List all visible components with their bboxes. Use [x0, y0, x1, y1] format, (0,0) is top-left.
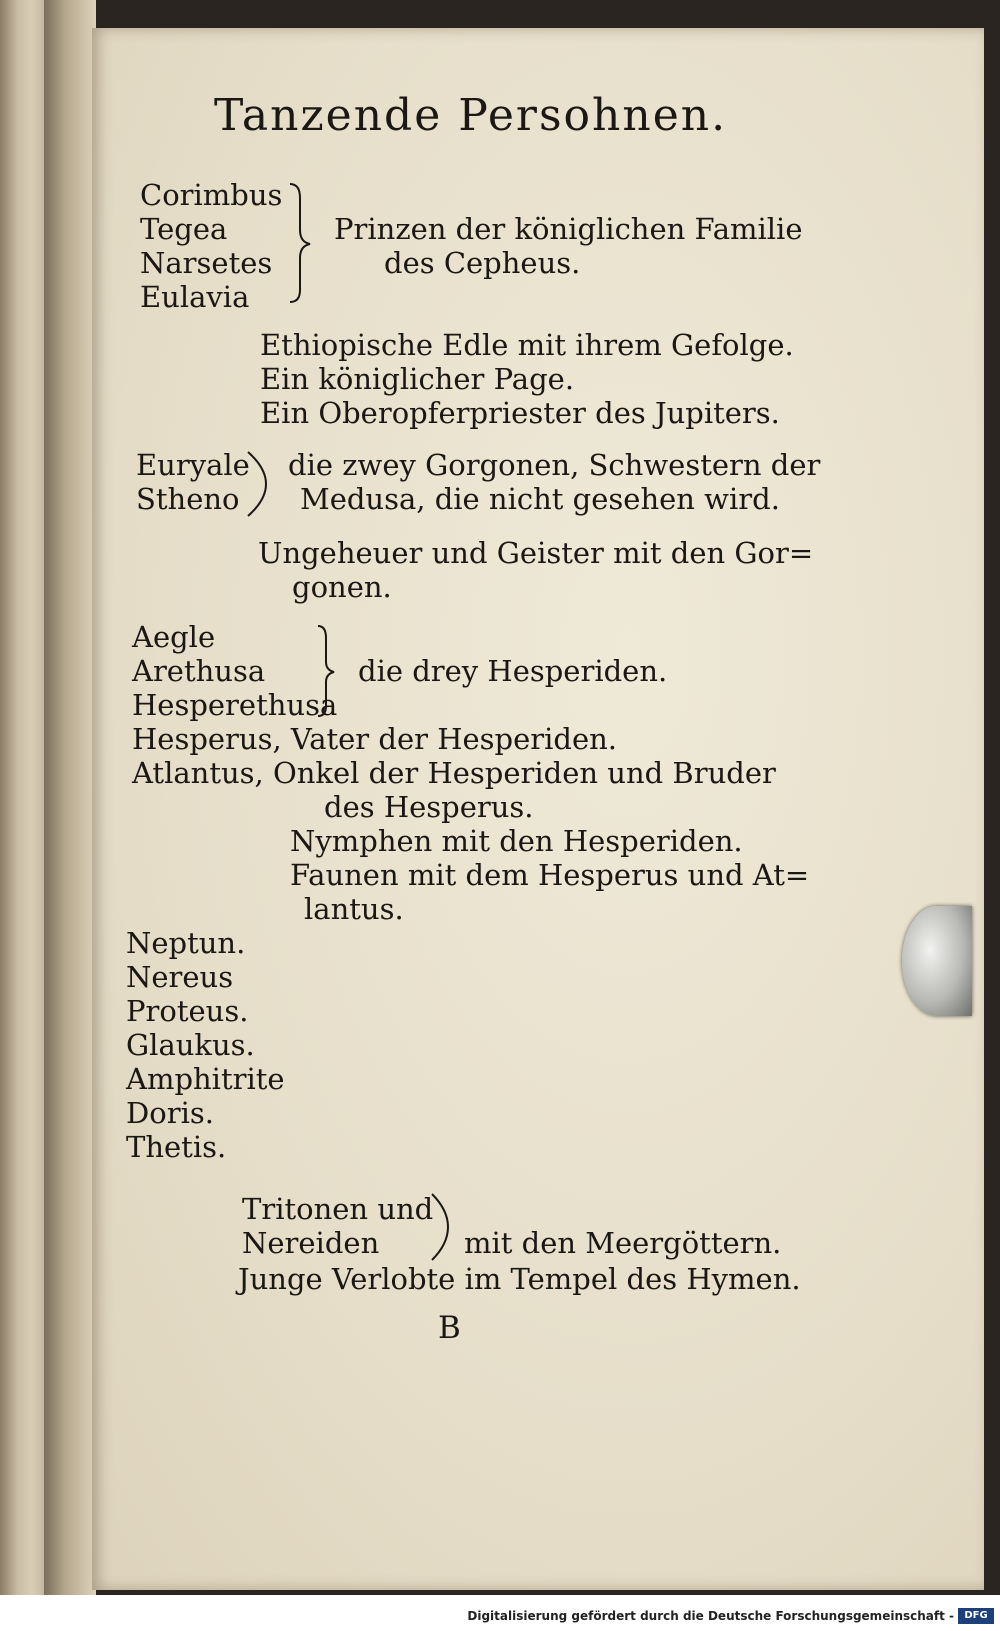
name-corimbus: Corimbus	[140, 178, 283, 212]
oberopferpriester: Ein Oberopferpriester des Jupiters.	[260, 396, 780, 430]
ungeheuer-line2: gonen.	[292, 570, 392, 604]
sea-god-thetis: Thetis.	[126, 1130, 227, 1164]
koeniglicher-page: Ein königlicher Page.	[260, 362, 575, 396]
name-stheno: Stheno	[136, 482, 240, 516]
brace-group3	[244, 448, 274, 520]
metal-clip	[902, 906, 972, 1016]
sea-god-glaukus: Glaukus.	[126, 1028, 255, 1062]
hesperus-line: Hesperus, Vater der Hesperiden.	[132, 722, 618, 756]
book-gutter	[44, 0, 96, 1595]
name-narsetes: Narsetes	[140, 246, 273, 280]
name-tegea: Tegea	[140, 212, 228, 246]
brace-group5	[314, 622, 344, 720]
meergoettern-line: mit den Meergöttern.	[464, 1226, 782, 1260]
brace-group1	[286, 178, 320, 308]
sea-god-neptun: Neptun.	[126, 926, 246, 960]
group3-desc-line1: die zwey Gorgonen, Schwestern der	[288, 448, 821, 482]
atlantus-line1: Atlantus, Onkel der Hesperiden und Bruder	[132, 756, 776, 790]
book-page	[92, 28, 984, 1590]
name-hesperethusa: Hesperethusa	[132, 688, 338, 722]
name-euryale: Euryale	[136, 448, 250, 482]
footer-bar	[0, 1595, 1000, 1631]
name-eulavia: Eulavia	[140, 280, 250, 314]
sea-god-doris: Doris.	[126, 1096, 214, 1130]
page-title: Tanzende Persohnen.	[214, 90, 728, 141]
group3-desc-line2: Medusa, die nicht gesehen wird.	[300, 482, 780, 516]
ethiopische-edle: Ethiopische Edle mit ihrem Gefolge.	[260, 328, 794, 362]
dfg-logo: DFG	[958, 1608, 994, 1624]
nereiden-line: Nereiden	[242, 1226, 380, 1260]
group5-desc: die drey Hesperiden.	[358, 654, 668, 688]
sea-god-nereus: Nereus	[126, 960, 234, 994]
junge-verlobte-line: Junge Verlobte im Tempel des Hymen.	[238, 1262, 801, 1296]
nymphen-line: Nymphen mit den Hesperiden.	[290, 824, 743, 858]
signature-mark: B	[438, 1310, 461, 1346]
sea-god-proteus: Proteus.	[126, 994, 249, 1028]
ungeheuer-line1: Ungeheuer und Geister mit den Gor=	[258, 536, 814, 570]
sea-god-amphitrite: Amphitrite	[126, 1062, 285, 1096]
group1-desc-line1: Prinzen der königlichen Familie	[334, 212, 803, 246]
brace-group8	[428, 1190, 454, 1264]
name-arethusa: Arethusa	[132, 654, 266, 688]
tritonen-line: Tritonen und	[242, 1192, 434, 1226]
footer-credit: Digitalisierung gefördert durch die Deutsche Forschungsgemeinschaft -	[467, 1609, 954, 1623]
faunen-line1: Faunen mit dem Hesperus und At=	[290, 858, 810, 892]
name-aegle: Aegle	[132, 620, 216, 654]
group1-desc-line2: des Cepheus.	[384, 246, 581, 280]
atlantus-line2: des Hesperus.	[324, 790, 534, 824]
faunen-line2: lantus.	[304, 892, 404, 926]
